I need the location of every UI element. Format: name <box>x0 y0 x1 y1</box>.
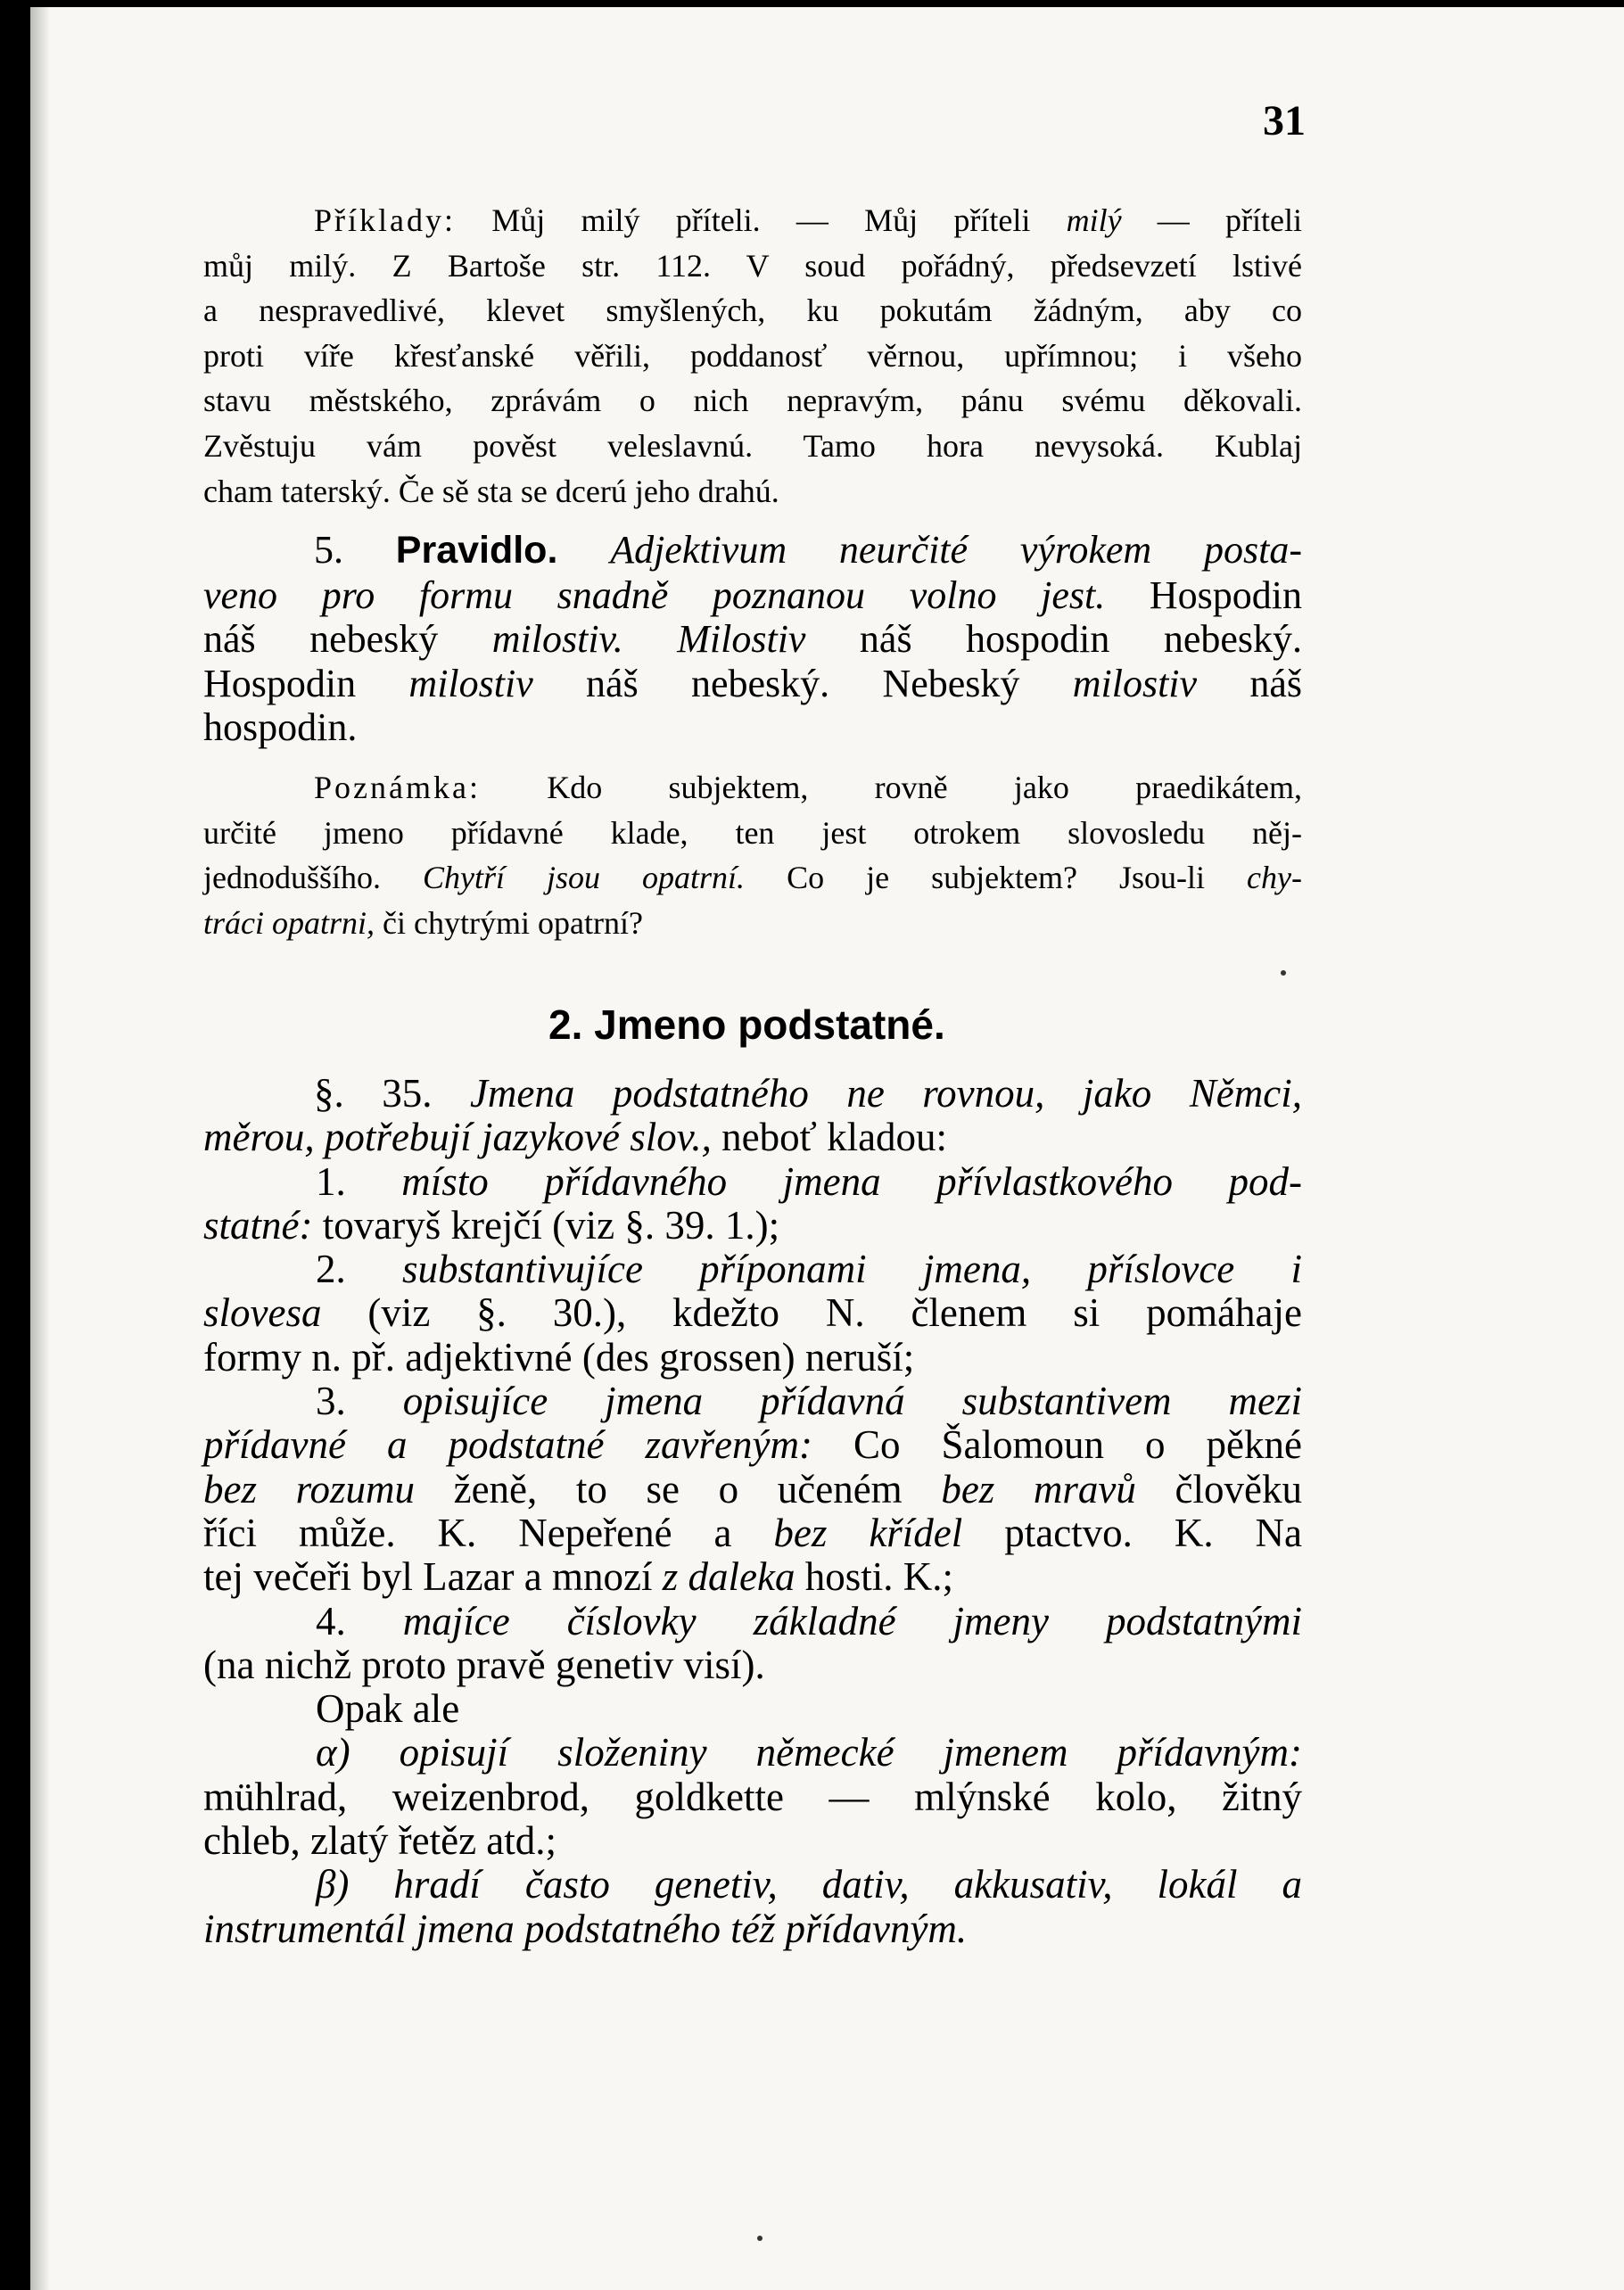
text-line <box>203 1555 1302 1599</box>
italic-run: Chytří jsou opatrní. <box>423 860 746 896</box>
italic-run: Adjektivum neurčité výrokem posta- <box>610 528 1302 572</box>
speck <box>1281 970 1286 976</box>
text-run: náš hospodin nebeský. <box>805 617 1303 661</box>
italic-run: instrumentál jmena podstatného též přídavným. <box>203 1906 968 1951</box>
text-line <box>203 901 1302 946</box>
italic-run: statné: <box>203 1202 313 1248</box>
italic-run: β) hradí často genetiv, dativ, akkusativ, lokál a <box>316 1862 1302 1907</box>
text-run: — příteli <box>1121 202 1302 238</box>
text-line <box>203 617 1302 662</box>
text-line: (na nichž proto pravě genetiv visí). <box>203 1642 765 1687</box>
italic-run: α) opisují složeniny německé jmenem přídavným: <box>316 1730 1302 1775</box>
text-line <box>203 573 1302 618</box>
text-run: Můj milý příteli. — Můj příteli <box>491 202 1067 238</box>
italic-run: bez křídel <box>773 1510 963 1555</box>
text-line: formy n. př. adjektivné (des grossen) neruší; <box>203 1334 915 1380</box>
italic-run: majíce číslovky základné jmeny podstatnými <box>345 1598 1302 1643</box>
text-line: a nespravedlivé, klevet smyšlených, ku pokutám žádným, aby co <box>203 292 1302 329</box>
list-item-1 <box>203 1160 1302 1204</box>
italic-run: veno pro formu snadně poznanou volno jest. <box>203 572 1106 617</box>
italic-run: Jmena podstatného ne rovnou, jako Němci, <box>432 1071 1302 1116</box>
italic-run: Milostiv <box>622 617 806 661</box>
italic-run: bez mravů <box>941 1466 1136 1512</box>
section-number: §. 35. <box>314 1071 433 1116</box>
text-line <box>203 855 1302 901</box>
text-run: člověku <box>1135 1466 1302 1512</box>
italic-run: milostiv. <box>491 617 623 661</box>
italic-run: chy- <box>1247 860 1302 896</box>
text-run: Co je subjektem? Jsou-li <box>745 860 1248 896</box>
text-line: určité jmeno přídavné klade, ten jest otrokem slovosledu něj- <box>203 814 1302 851</box>
text-run: Co Šalomoun o pěkné <box>812 1422 1302 1468</box>
list-item-4 <box>203 1600 1302 1643</box>
examples-label: Příklady: <box>314 202 456 238</box>
italic-run: měrou, potřebují jazykové slov., <box>203 1115 712 1160</box>
text-run: (viz §. 30.), kdežto N. členem si pomáhaje <box>321 1290 1302 1336</box>
text-line <box>203 198 1302 243</box>
text-line <box>203 1116 1302 1159</box>
item-number: 4. <box>316 1598 346 1643</box>
italic-run: substantivujíce příponami jmena, příslovce i <box>345 1247 1302 1292</box>
item-number: 3. <box>316 1379 346 1424</box>
text-line <box>203 765 1302 811</box>
text-line <box>203 1907 1302 1951</box>
rule-label: Pravidlo. <box>395 529 558 572</box>
text-line: stavu městského, zprávám o nich nepravým, pánu svému děkovali. <box>203 383 1302 419</box>
rule-paragraph <box>203 528 1302 750</box>
text-run: ženě, to se o učeném <box>414 1466 942 1512</box>
text-line <box>203 1204 1302 1248</box>
italic-run: milý <box>1066 202 1122 238</box>
speck <box>757 2236 763 2241</box>
text-line: cham taterský. Če sě sta se dcerú jeho drahú. <box>203 473 779 509</box>
text-line <box>203 1468 1302 1512</box>
text-run: či chytrými opatrní? <box>375 904 643 941</box>
text-run: jednoduššího. <box>203 860 424 896</box>
text-line <box>203 1291 1302 1335</box>
italic-run: slovesa <box>203 1290 322 1336</box>
text-run: Hospodin <box>203 661 409 705</box>
italic-run: přídavné a podstatné zavřeným: <box>203 1422 812 1468</box>
text-line: mühlrad, weizenbrod, goldkette — mlýnské kolo, žitný <box>203 1774 1302 1819</box>
text-line <box>203 1072 1302 1116</box>
examples-paragraph <box>203 198 1302 514</box>
text-run: náš nebeský <box>203 617 492 661</box>
text-line <box>203 1423 1302 1467</box>
italic-run: z daleka <box>662 1554 796 1600</box>
section-35 <box>203 1072 1302 1951</box>
text-line <box>203 528 1302 573</box>
text-run: tovaryš krejčí (viz §. 39. 1.); <box>312 1202 780 1248</box>
sub-item-alpha <box>203 1731 1302 1775</box>
page-number: 31 <box>1263 97 1306 144</box>
opak-line: Opak ale <box>316 1686 460 1732</box>
italic-run: bez rozumu <box>203 1466 415 1512</box>
note-paragraph <box>203 765 1302 945</box>
section-heading: 2. Jmeno podstatné. <box>548 1001 945 1048</box>
italic-run: opisujíce jmena přídavná substantivem mezi <box>345 1379 1302 1424</box>
list-item-3 <box>203 1380 1302 1423</box>
text-line: můj milý. Z Bartoše str. 112. V soud pořádný, předsevzetí lstivé <box>203 247 1302 284</box>
text-run: neboť kladou: <box>711 1115 948 1160</box>
text-run: Kdo subjektem, rovně jako praedikátem, <box>480 770 1302 805</box>
text-run: náš nebeský. Nebeský <box>532 661 1073 705</box>
text-line <box>203 662 1302 706</box>
text-run: Hospodin <box>1105 572 1302 617</box>
text-line: Zvěstuju vám pověst veleslavnú. Tamo hora nevysoká. Kublaj <box>203 427 1302 464</box>
note-label: Poznámka: <box>314 770 481 805</box>
italic-run: místo přídavného jmena přívlastkového pod- <box>345 1158 1302 1204</box>
page-gutter-shadow <box>30 7 50 2290</box>
text-line: proti víře křesťanské věřili, poddanosť věrnou, upřímnou; i všeho <box>203 337 1302 374</box>
text-run: hosti. K.; <box>795 1554 953 1600</box>
text-run: tej večeři byl Lazar a mnozí <box>203 1554 663 1600</box>
text-run: náš <box>1197 661 1302 705</box>
text-line <box>203 1512 1302 1555</box>
item-number: 2. <box>316 1247 346 1292</box>
italic-run: milostiv <box>408 661 533 705</box>
sub-item-beta <box>203 1863 1302 1907</box>
list-item-2 <box>203 1248 1302 1291</box>
text-run: říci může. K. Nepeřené a <box>203 1510 774 1555</box>
italic-run: milostiv <box>1072 661 1198 705</box>
text-run: ptactvo. K. Na <box>962 1510 1303 1555</box>
text-line: hospodin. <box>203 705 358 749</box>
item-number: 1. <box>316 1158 346 1204</box>
text-line: chleb, zlatý řetěz atd.; <box>203 1818 557 1864</box>
rule-number: 5. <box>314 528 343 572</box>
italic-run: tráci opatrni, <box>203 904 375 941</box>
